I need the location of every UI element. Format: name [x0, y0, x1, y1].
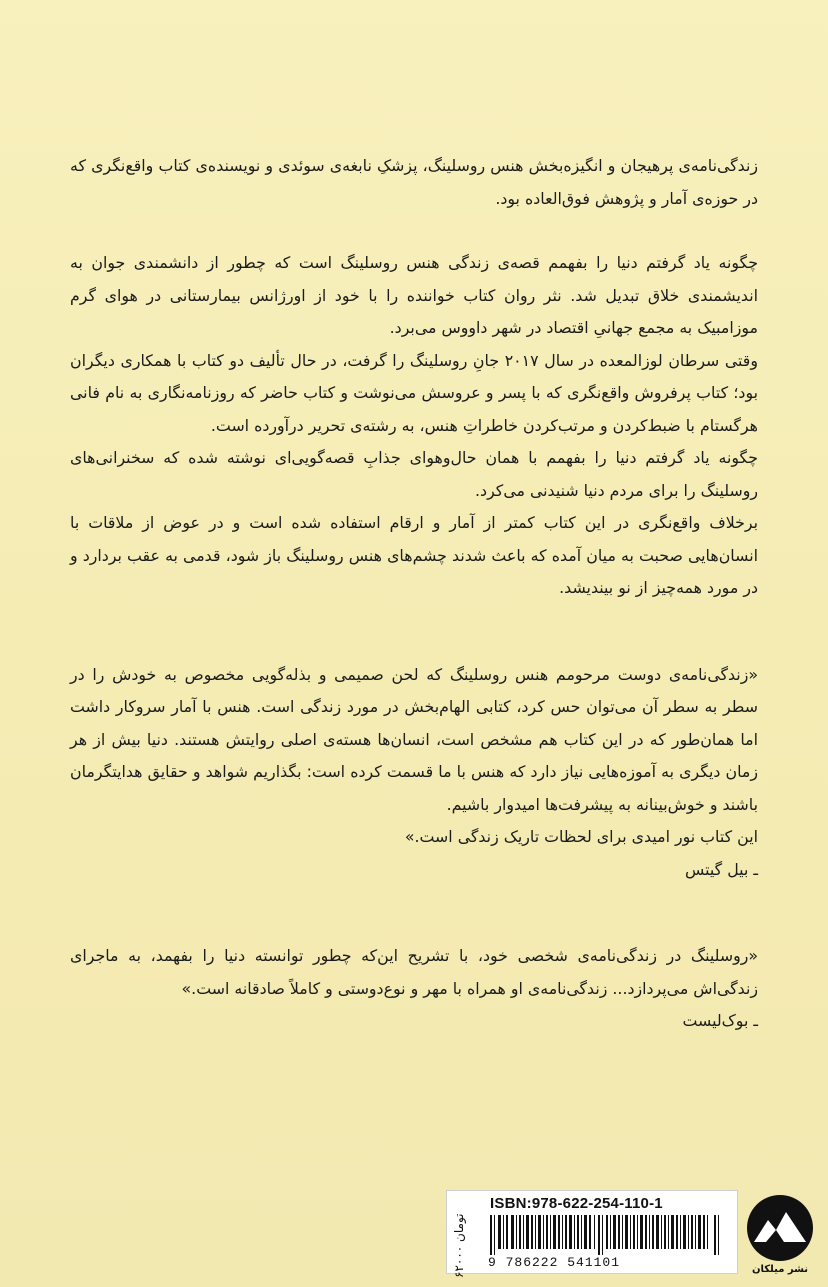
body-paragraph-1: چگونه یاد گرفتم دنیا را بفهمم قصه‌ی زندگی هنس روسلینگ است که چطور از دانشمندی جوان به اندیشمندی خلاق تبدیل شد. نثر روان کتاب خواننده را با خود از اورژانس بیمارستانی در هوای گرم موزامبیک به مجمع جهانیِ اقتصاد در شهر داووس می‌برد. [70, 253, 758, 337]
body-paragraph-2: وقتی سرطان لوزالمعده در سال ۲۰۱۷ جانِ روسلینگ را گرفت، در حال تألیف دو کتاب با همکاری دیگران بود؛ کتاب پرفروش واقع‌نگری که با پسر و عروسش می‌نوشت و کتاب حاضر که روزنامه‌نگاری به نام فانی هرگستام با ضبط‌کردن و مرتب‌کردن خاطراتِ هنس، به رشته‌ی تحریر درآورده است. [70, 350, 758, 435]
barcode [490, 1215, 722, 1255]
barcode-digits: 9 786222 541101 [488, 1255, 621, 1270]
price: ۶۲۰۰۰ تومان [452, 1213, 466, 1278]
back-cover-text [70, 150, 758, 1038]
quote-gates-line2: این کتاب نور امیدی برای لحظات تاریک زندگی است.» [404, 827, 758, 846]
isbn: ISBN:978-622-254-110-1 [490, 1195, 663, 1212]
body-paragraph-3: چگونه یاد گرفتم دنیا را بفهمم با همان حال‌و‌هوای جذابِ قصه‌گویی‌ای نوشته شده که سخنرانی‌های روسلینگ را برای مردم دنیا شنیدنی می‌کرد. [70, 448, 758, 500]
quote-gates-author: ـ بیل گیتس [685, 859, 758, 879]
quote-booklist-author: ـ بوک‌لیست [682, 1011, 758, 1030]
publisher-name: نشر میلکان [751, 1264, 809, 1275]
quote-gates: «زندگی‌نامه‌ی دوست مرحومم هنس روسلینگ که لحن صمیمی و بذله‌گویی مخصوص به خودش را در سطر به سطر آن می‌توان حس کرد، کتابی الهام‌بخش در مورد زندگی است. هنس با آمار سروکار داشت اما همان‌طور که در این کتاب هم مشخص است، انسان‌ها هسته‌ی اصلی روایتش هستند. دنیا بیش از هر زمان دیگری به آموزه‌هایی نیاز دارد که هنس با ما قسمت کرده است: بگذاریم شواهد و حقایق هدایتگرمان باشند و خوش‌بینانه به پیشرفت‌ها امیدوار باشیم. [70, 664, 758, 814]
body-paragraph-4: برخلاف واقع‌نگری در این کتاب کمتر از آمار و ارقام استفاده شده است و در عوض از ملاقات با انسان‌هایی صحبت به میان آمده که باعث شدند چشم‌های هنس روسلینگ باز شود، قدمی به عقب بردارد و در مورد همه‌چیز از نو بیندیشد. [70, 513, 758, 597]
quote-booklist: «روسلینگ در زندگی‌نامه‌ی شخصی خود، با تشریح این‌که چطور توانسته دنیا را بفهمد، به ماجرای زندگی‌اش می‌پردازد... زندگی‌نامه‌ی او همراه با مهر و نوع‌دوستی و کاملاً صادقانه است.» [70, 946, 758, 998]
intro-paragraph: زندگی‌نامه‌ی پرهیجان و انگیزه‌بخش هنس روسلینگ، پزشکِ نابغه‌ی سوئدی و نویسنده‌ی کتاب واقع‌نگری که در حوزه‌ی آمار و پژوهش فوق‌العاده بود. [70, 156, 758, 208]
publisher-logo-icon [746, 1194, 814, 1262]
